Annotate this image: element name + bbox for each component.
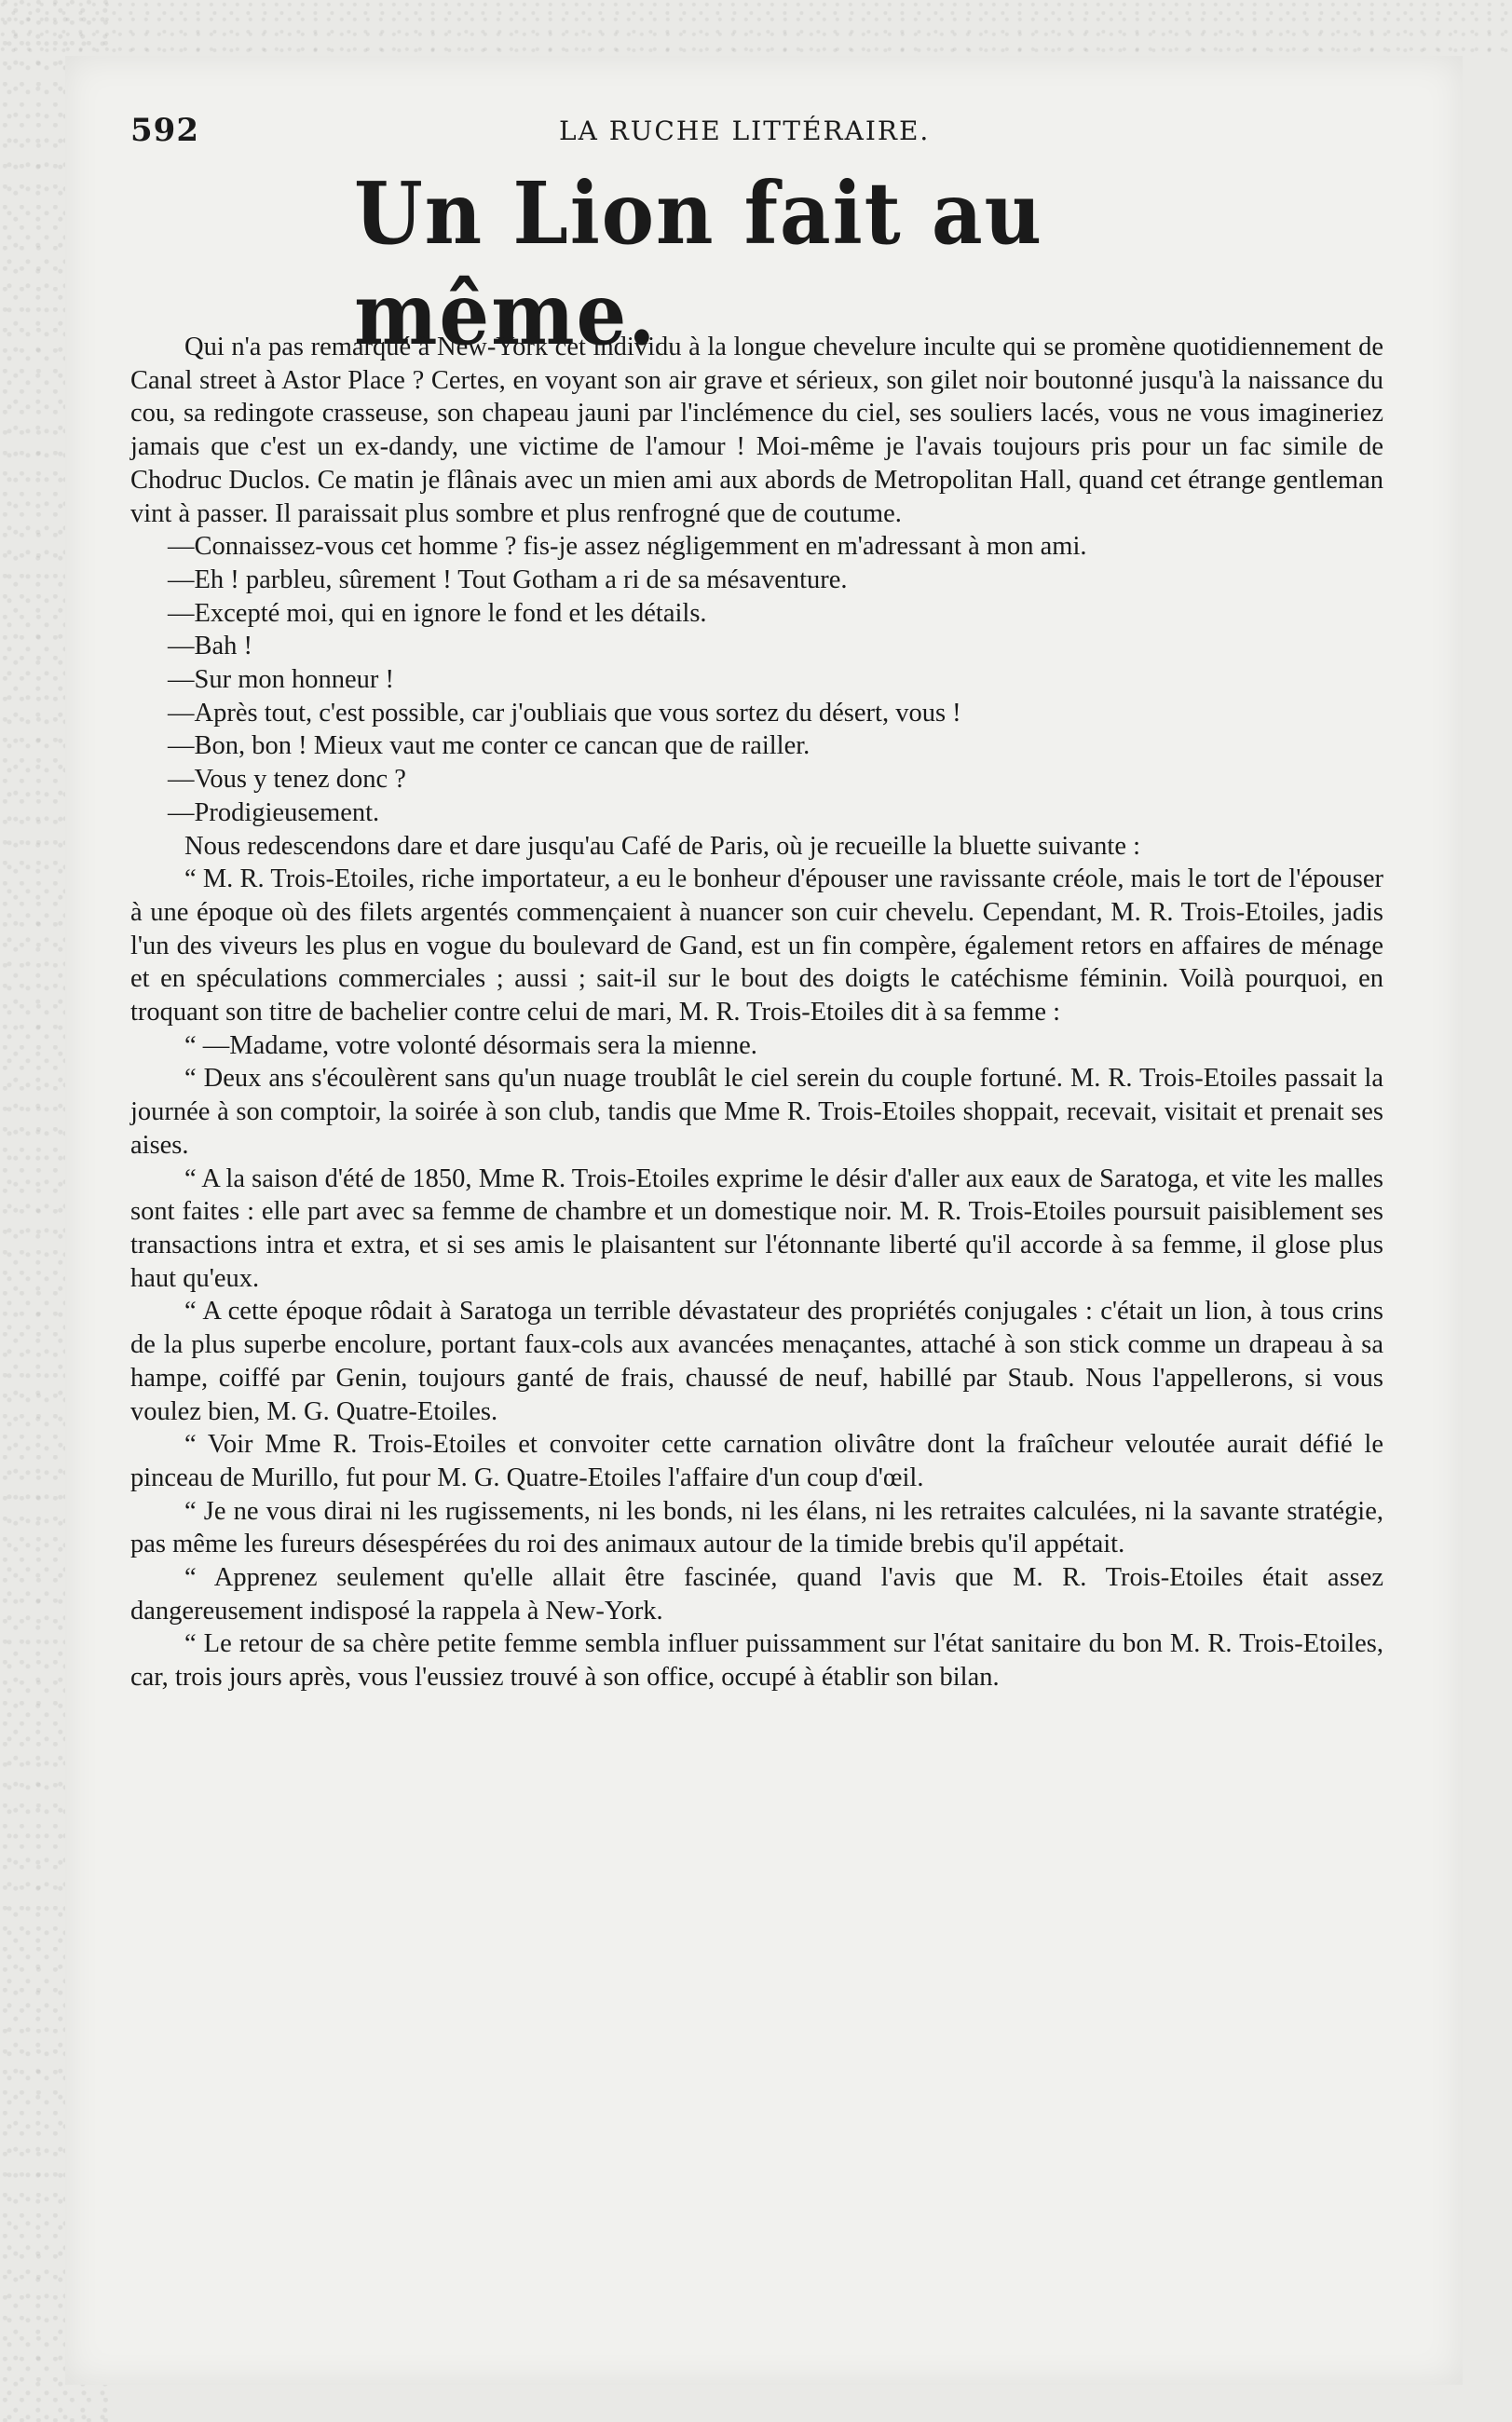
paragraph: “ Apprenez seulement qu'elle allait être fascinée, quand l'avis que M. R. Trois-Etoiles était assez dangereusement indisposé la rappela à New-York. [130, 1563, 1383, 1626]
paragraph: “ Voir Mme R. Trois-Etoiles et convoiter cette carnation olivâtre dont la fraîcheur veloutée aurait défié le pinceau de Murillo, fut pour M. G. Quatre-Etoiles l'affaire d'un coup d'œil. [130, 1430, 1383, 1492]
article-body [130, 331, 1383, 1694]
dialogue-line: —Vous y tenez donc ? [168, 765, 406, 795]
dialogue-line: —Eh ! parbleu, sûrement ! Tout Gotham a ri de sa mésaventure. [168, 565, 848, 594]
paragraph: “ —Madame, votre volonté désormais sera la mienne. [184, 1030, 757, 1060]
paragraph: “ A cette époque rôdait à Saratoga un terrible dévastateur des propriétés conjugales : c'était un lion, à tous crins de la plus superbe encolure, portant faux-cols aux avancées menaçantes, attaché à son stick comme un drapeau à sa hampe, coiffé par Genin, toujours ganté de frais, chaussé de neuf, habillé par Staub. Nous l'appellerons, si vous voulez bien, M. G. Quatre-Etoiles. [130, 1297, 1383, 1426]
dialogue-line: —Bah ! [168, 632, 253, 661]
paragraph: “ Je ne vous dirai ni les rugissements, ni les bonds, ni les élans, ni les retraites calculées, ni la savante stratégie, pas même les fureurs désespérées du roi des animaux autour de la timide brebis qu'il appétait. [130, 1496, 1383, 1559]
paragraph: Qui n'a pas remarqué à New-York cet individu à la longue chevelure inculte qui se promène quotidiennement de Canal street à Astor Place ? Certes, en voyant son air grave et sérieux, son gilet noir boutonné jusqu'à la naissance du cou, sa redingote crasseuse, son chapeau jauni par l'inclémence du ciel, ses souliers lacés, vous ne vous imagineriez jamais que c'est un ex-dandy, une victime de l'amour ! Moi-même je l'avais toujours pris pour un fac simile de Chodruc Duclos. Ce matin je flânais avec un mien ami aux abords de Metropolitan Hall, quand cet étrange gentleman vint à passer. Il paraissait plus sombre et plus renfrogné que de coutume. [130, 333, 1383, 528]
dialogue-line: —Connaissez-vous cet homme ? fis-je assez négligemment en m'adressant à mon ami. [168, 532, 1087, 562]
running-title: LA RUCHE LITTÉRAIRE. [559, 116, 931, 146]
paragraph: “ A la saison d'été de 1850, Mme R. Trois-Etoiles exprime le désir d'aller aux eaux de Saratoga, et vite les malles sont faites : elle part avec sa femme de chambre et un domestique noir. M. R. Trois-Etoiles poursuit paisiblement ses transactions intra et extra, et si ses amis le plaisantent sur l'étonnante liberté qu'il accorde à sa femme, il glose plus haut qu'eux. [130, 1163, 1383, 1293]
paragraph: “ Deux ans s'écoulèrent sans qu'un nuage troublât le ciel serein du couple fortuné. M. R. Trois-Etoiles passait la journée à son comptoir, la soirée à son club, tandis que Mme R. Trois-Etoiles shoppait, recevait, visitait et prenait ses aises. [130, 1064, 1383, 1160]
article-title: Un Lion fait au même. [354, 163, 1043, 364]
dialogue-line: —Excepté moi, qui en ignore le fond et les détails. [168, 598, 707, 628]
page-header [130, 112, 1397, 149]
paragraph: Nous redescendons dare et dare jusqu'au Café de Paris, où je recueille la bluette suivante : [184, 831, 1141, 861]
dialogue-line: —Bon, bon ! Mieux vaut me conter ce cancan que de railler. [168, 731, 810, 761]
dialogue-line: —Sur mon honneur ! [168, 665, 395, 695]
dialogue-line: —Prodigieusement. [168, 797, 380, 827]
paragraph: “ M. R. Trois-Etoiles, riche importateur, a eu le bonheur d'épouser une ravissante créole, mais le tort de l'épouser à une époque où des filets argentés commençaient à nuancer son cuir chevelu. Cependant, M. R. Trois-Etoiles, jadis l'un des viveurs les plus en vogue du boulevard de Gand, est un fin compère, également retors en affaires de ménage et en spéculations commerciales ; aussi ; sait-il sur le bout des doigts le catéchisme féminin. Voilà pourquoi, en troquant son titre de bachelier contre celui de mari, M. R. Trois-Etoiles dit à sa femme : [130, 864, 1383, 1027]
page-number: 592 [130, 112, 199, 149]
page-edge-texture-top [0, 0, 1512, 56]
paragraph: “ Le retour de sa chère petite femme sembla influer puissamment sur l'état sanitaire du bon M. R. Trois-Etoiles, car, trois jours après, vous l'eussiez trouvé à son office, occupé à établir son bilan. [130, 1629, 1383, 1693]
dialogue-line: —Après tout, c'est possible, car j'oubliais que vous sortez du désert, vous ! [168, 698, 961, 728]
